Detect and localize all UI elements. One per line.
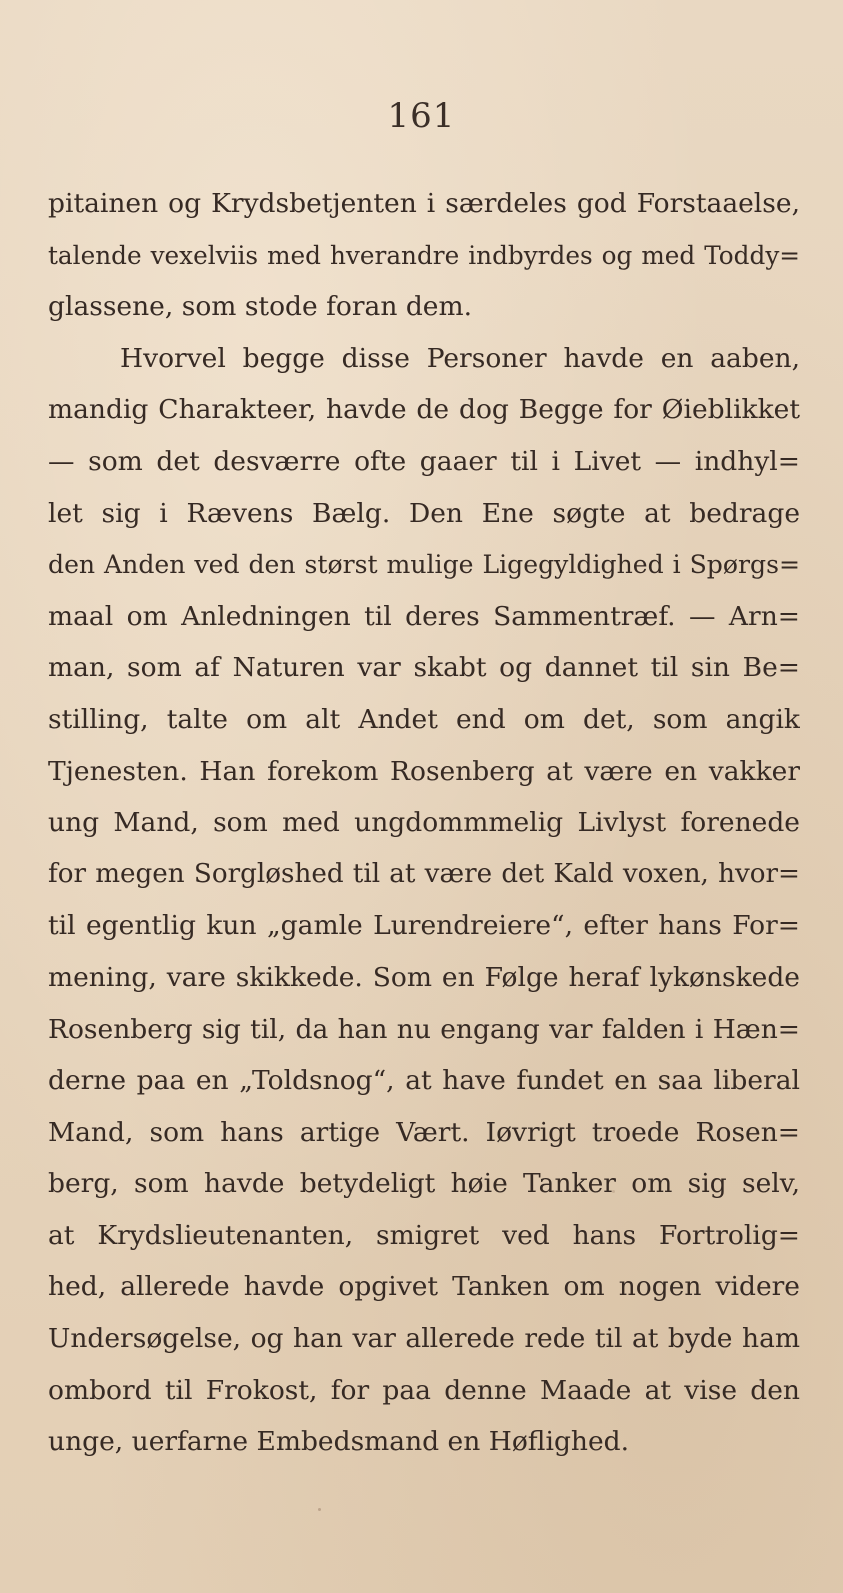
text-line: til egentlig kun „gamle Lurendreiere“, efter hans For= xyxy=(48,910,800,942)
text-line: man, som af Naturen var skabt og dannet til sin Be= xyxy=(48,652,800,684)
text-line: for megen Sorgløshed til at være det Kald voxen, hvor= xyxy=(48,858,800,889)
text-line: den Anden ved den størst mulige Ligegyldighed i Spørgs= xyxy=(48,550,800,580)
text-line: derne paa en „Toldsnog“, at have fundet en saa liberal xyxy=(48,1065,800,1097)
paper-speck xyxy=(318,1508,321,1511)
text-line: let sig i Rævens Bælg. Den Ene søgte at bedrage xyxy=(48,497,800,529)
text-line: ung Mand, som med ungdommmelig Livlyst forenede xyxy=(48,807,800,839)
text-line: hed, allerede havde opgivet Tanken om nogen videre xyxy=(48,1271,800,1303)
text-line: mandig Charakteer, havde de dog Begge for Øieblikket xyxy=(48,394,800,426)
text-line: unge, uerfarne Embedsmand en Høflighed. xyxy=(48,1426,630,1458)
page-number: 161 xyxy=(387,96,456,136)
text-line: stilling, talte om alt Andet end om det, som angik xyxy=(48,703,800,735)
text-line: talende vexelviis med hverandre indbyrdes og med Toddy= xyxy=(48,240,800,270)
body-text xyxy=(48,178,800,1468)
text-line: Undersøgelse, og han var allerede rede til at byde ham xyxy=(48,1323,800,1355)
text-line: Mand, som hans artige Vært. Iøvrigt troede Rosen= xyxy=(48,1116,800,1148)
text-line: at Krydslieutenanten, smigret ved hans Fortrolig= xyxy=(48,1219,800,1251)
text-line: maal om Anledningen til deres Sammentræf. — Arn= xyxy=(48,600,800,632)
text-line: Tjenesten. Han forekom Rosenberg at være en vakker xyxy=(48,755,800,787)
text-line: mening, vare skikkede. Som en Følge heraf lykønskede xyxy=(48,961,800,993)
text-line: ombord til Frokost, for paa denne Maade at vise den xyxy=(48,1374,800,1406)
text-line: pitainen og Krydsbetjenten i særdeles god Forstaaelse, xyxy=(48,188,800,219)
text-line: — som det desværre ofte gaaer til i Livet — indhyl= xyxy=(48,445,800,477)
text-line: Rosenberg sig til, da han nu engang var falden i Hæn= xyxy=(48,1013,800,1045)
text-line: Hvorvel begge disse Personer havde en aaben, xyxy=(120,342,800,374)
paper-speck xyxy=(612,1190,615,1193)
text-line: berg, som havde betydeligt høie Tanker om sig selv, xyxy=(48,1168,800,1200)
text-line: glassene, som stode foran dem. xyxy=(48,291,473,323)
